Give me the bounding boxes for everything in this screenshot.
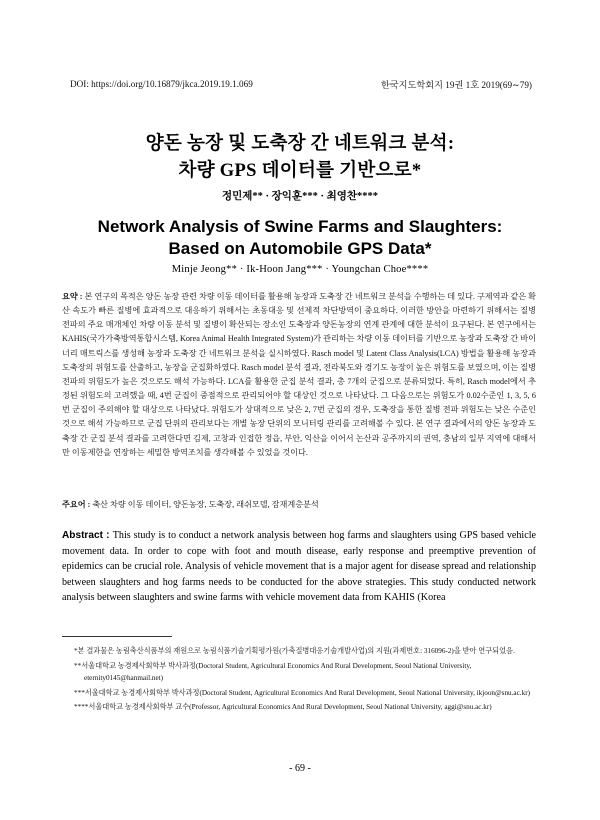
korean-keywords-text: 축산 차량 이동 데이터, 양돈농장, 도축장, 래쉬모델, 잠재계층분석 xyxy=(92,500,319,509)
english-title-line1: Network Analysis of Swine Farms and Slaughters: xyxy=(97,217,503,236)
doi-text: DOI: https://doi.org/10.16879/jkca.2019.19.1.069 xyxy=(70,79,253,89)
korean-title-line2: 차량 GPS 데이터를 기반으로* xyxy=(178,161,422,181)
korean-authors: 정민제** · 장익훈*** · 최영찬**** xyxy=(221,191,379,202)
english-title xyxy=(60,216,540,260)
english-abstract xyxy=(62,528,536,606)
korean-abstract-label: 요약 : xyxy=(62,292,85,301)
korean-abstract xyxy=(62,290,536,460)
korean-keywords xyxy=(62,499,536,511)
footnotes xyxy=(70,645,536,716)
korean-title-line1: 양돈 농장 및 도축장 간 네트워크 분석: xyxy=(145,134,455,154)
footnote-author-1: **서울대학교 농경제사회학부 박사과정(Doctoral Student, Agricultural Economics And Rural Development, Seoul National University, eternity0145@hanmail.net) xyxy=(74,661,472,683)
korean-abstract-text: 본 연구의 목적은 양돈 농장 관련 차량 이동 데이터를 활용해 농장과 도축장 간 네트워크 분석을 수행하는 데 있다. 구제역과 같은 확산 속도가 빠른 질병에 효과적으로 대응하기 위해서는 초동대응 및 선제적 차단방역이 중요하다. 이러한 방안을 마련하기 위해서는 질병 전파의 주요 매개체인 차량 이동 분석 및 질병이 확산되는 장소인 도축장과 양돈농장의 연계 관계에 대한 분석이 요구된다. 본 연구에서는 KAHIS(국가가축방역통합시스템, Korea Animal Health Integrated System)가 관리하는 차량 이동 데이터를 기반으로 농장과 도축장 간 바이너리 매트릭스를 생성해 농장과 도축장 간 네트워크 분석을 실시하였다. Rasch model 및 Latent Class Analysis(LCA) 방법을 활용해 농장과 도축장의 위험도를 산출하고, 농장을 군집화하였다. Rasch model 분석 결과, 전라북도와 경기도 농장이 높은 위험도를 보였으며, 이는 질병 전파의 위험도가 높은 것으로도 해석 가능하다. LCA를 활용한 군집 분석 결과, 총 7개의 군집으로 분류되었다. 특히, Rasch model에서 추정된 위험도의 고려했을 때, 4번 군집이 중점적으로 관리되어야 할 대상인 것으로 나타났다. 그 다음으로는 위험도가 0.02수준인 1, 3, 5, 6번 군집이 주의해야 할 대상으로 나타났다. 위험도가 상대적으로 낮은 2, 7번 군집의 경우, 도축장을 통한 질병 전파 위험도는 낮은 수준인 것으로 해석 가능하므로 군집 단위의 관리보다는 개별 농장 단위의 모니터링 관리를 고려해볼 수 있다. 본 연구 결과에서의 양돈 농장과 도축장 간 군집 분석 결과를 고려한다면 김제, 고창과 인접한 정읍, 부안, 익산을 이어서 논산과 공주까지의 권역, 충남의 일부 지역에 대해서만 이동제한을 연장하는 세밀한 방역조치를 생각해볼 수 있었을 것이다. xyxy=(62,292,537,457)
journal-info: 한국지도학회지 19권 1호 2019(69∼79) xyxy=(380,80,532,90)
english-authors: Minje Jeong** · Ik-Hoon Jang*** · Youngchan Choe**** xyxy=(171,264,429,275)
footnote-author-2: ***서울대학교 농경제사회학부 박사과정(Doctoral Student, Agricultural Economics And Rural Development, Seoul National University, ikjoon@snu.ac.kr) xyxy=(74,688,530,697)
english-title-line2: Based on Automobile GPS Data* xyxy=(168,239,432,258)
running-header xyxy=(70,77,532,91)
english-abstract-label: Abstract : xyxy=(62,530,113,541)
page-number: - 69 - xyxy=(289,763,311,774)
korean-keywords-label: 주요어 : xyxy=(62,500,93,509)
english-abstract-text: This study is to conduct a network analysis between hog farms and slaughters using GPS based vehicle movement data. In order to cope with foot and mouth disease, early response and preemptive prevention of epidemics can be crucial role. Analysis of vehicle movement that is a major agent for disease spread and relationship between slaughters and hog farms needs to be conducted for the above strategies. This study conducted network analysis between slaughters and swine farms with vehicle movement data from KAHIS (Korea xyxy=(62,530,537,604)
footnote-divider xyxy=(62,636,172,637)
korean-title xyxy=(60,131,540,185)
footnote-funding: *본 결과물은 농림축산식품부의 재원으로 농림식품기술기획평가원(가축질병대응기술개발사업)의 지원(과제번호: 316096-2)을 받아 연구되었음. xyxy=(74,647,515,655)
footnote-author-3: ****서울대학교 농경제사회학부 교수(Professor, Agricultural Economics And Rural Development, Seoul National University, aggi@snu.ac.kr) xyxy=(74,703,492,712)
